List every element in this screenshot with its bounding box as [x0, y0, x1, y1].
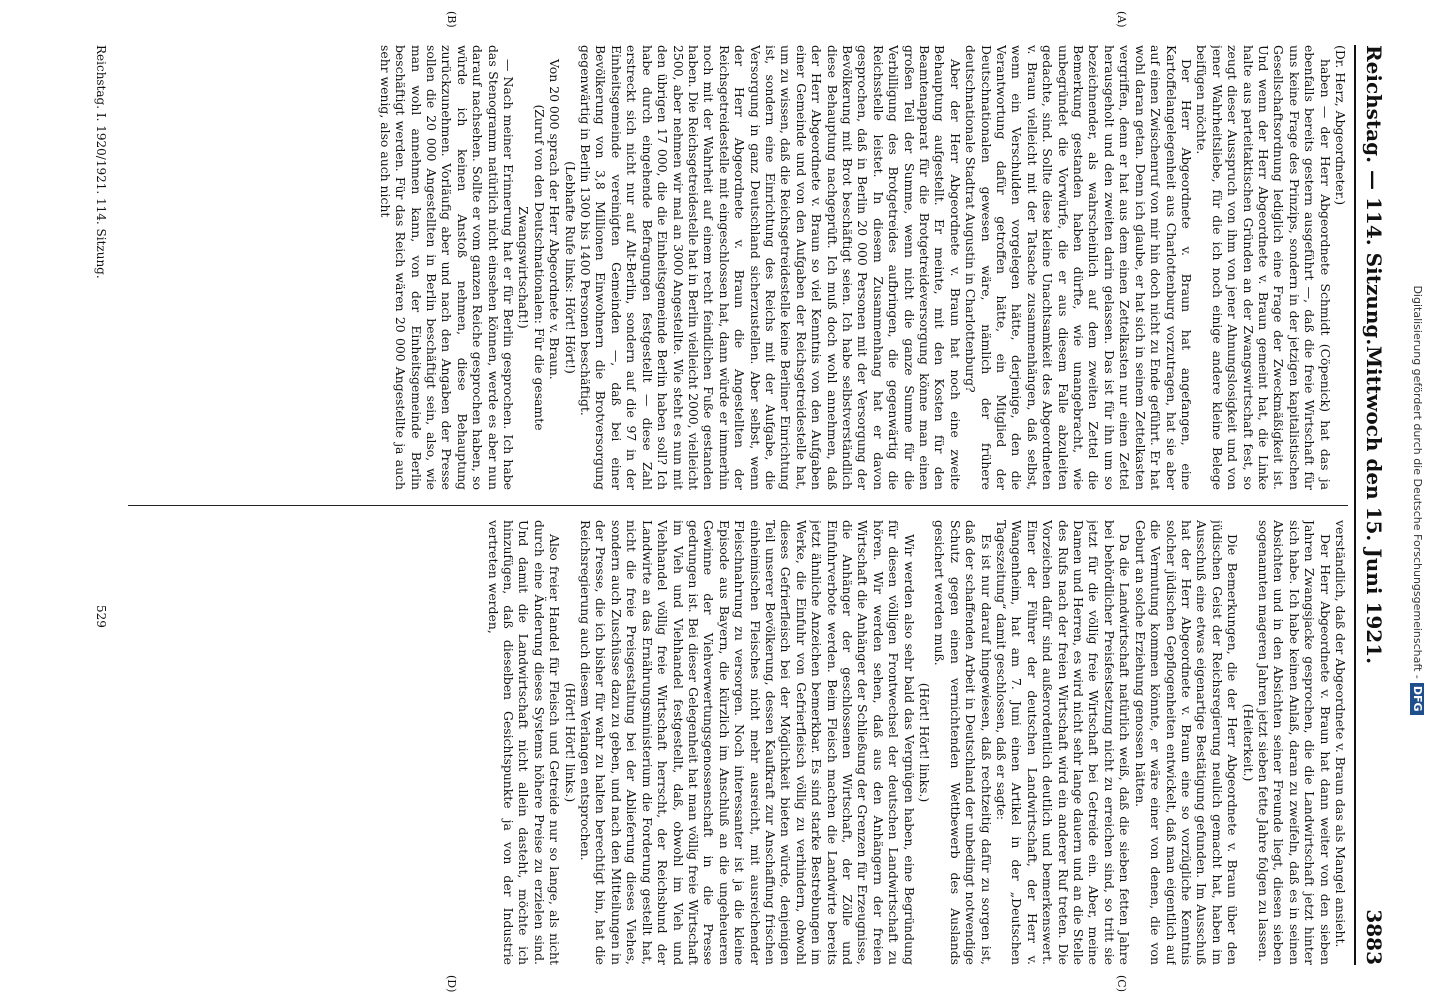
- text-column-right: [118, 520, 1348, 965]
- interjection: (Lebhafte Rufe links: Hört! Hört!): [562, 161, 578, 374]
- paragraph: Der Herr Abgeordnete v. Braun hat angefangen, eine Kartoffelangelegenheit aus Charlottenburg vorzutragen, hat sie aber auf einen Zwischenruf von mir hin doch nicht zu Ende geführt. Er hat wohl daran getan. Denn ich glaube, er hat sich in seinem Zettelkasten vergriffen, denn er hat aus dem einen Zettelkasten nur einen Zettel herausgeholt und den zweiten darin gelassen. Das ist für ihn um so bezeichnender, als wahrscheinlich auf dem zweiten Zettel die Bemerkung gestanden haben dürfte, wie unangebracht, wie unbegründet die Vorwürfe, die er aus diesem Falle abzuleiten gedachte, sind. Sollte diese kleine Unachtsamkeit des Abgeordneten v. Braun vielleicht mit der Tatsache zusammenhängen, daß selbst, wenn ein Verschulden vorgelegen hätte, derjenige, den die Verantwortung dafür getroffen hätte, ein Mitglied der Deutschnationalen gewesen wäre, nämlich der frühere deutschnationale Stadtrat Augustin in Charlottenburg?: [963, 45, 1194, 490]
- margin-marker-a: (A): [1115, 11, 1128, 28]
- margin-marker-c: (C): [1115, 975, 1128, 992]
- margin-marker-b: (B): [445, 11, 458, 28]
- header-session: Reichstag. — 114. Sitzung.: [1362, 45, 1386, 346]
- header-rule: [1354, 45, 1356, 965]
- digitization-note: [1404, 10, 1430, 990]
- text-column-left: [118, 45, 1348, 490]
- paragraph: verständlich, daß der Abgeordnete v. Braun das als Mangel ansieht.: [1333, 520, 1348, 948]
- interjection: (Zuruf von den Deutschnationalen: Für die gesamte Zwangswirtschaft!): [516, 104, 547, 431]
- rotated-page-content: [50, 11, 1390, 993]
- column-divider: [128, 505, 1348, 506]
- interjection: (Heiterkeit.): [1240, 703, 1256, 782]
- interjection: (Hört! Hört! links.): [917, 682, 933, 803]
- speaker-line: (Dr. Herz, Abgeordneter.): [1333, 45, 1348, 206]
- paragraph: Wir werden also sehr bald das Vergnügen haben, eine Begründung für diesen völligen Frontwechsel der deutschen Landwirtschaft zu hören. Wir werden sehen, daß aus den Anhängern der freien Wirtschaft die Anhänger der Schließung der Grenzen für Erzeugnisse, die Anhänger der geschlossenen Wirtschaft, der Zölle und Einfuhrverbote werden. Beim Fleisch machen die Landwirte bereits jetzt ähnliche Anzeichen bemerkbar. Es sind starke Bestrebungen im Werke, die Einfuhr von Gefrierfleisch völlig zu verhindern, obwohl dieses Gefrierfleisch bei der Möglichkeit bieten würde, denjenigen Teil unserer Bevölkerung, dessen Kaufkraft zur Anschaffung frischen einheimischen Fleisches nicht mehr ausreicht, mit ausreichender Fleischnahrung zu versorgen. Noch interessanter ist ja die kleine Episode aus Bayern, die kürzlich im Anschluß an die ungeheueren Gewinne der Viehverwertungsgenossenschaft in die Presse gedrungen ist. Bei dieser Gelegenheit hat man völlig freie Wirtschaft im Vieh und Viehhandel festgestellt, daß, obwohl im Vieh und Viehhandel völlig freie Wirtschaft herrscht, der Reichsbund der Landwirte an das Ernährungsministerium die Forderung gestellt hat, nicht die freie Preisgestaltung bei der Ablieferung dieses Viehes, sondern auch Zuschüsse dazu zu geben, und nach den Mitteilungen in der Presse, die ich bisher für wahr zu halten berechtigt bin, hat die Reichsregierung auch diesem Verlangen entsprochen.: [578, 520, 917, 965]
- footer-volume: Reichstag. I. 1920/1921. 114. Sitzung.: [94, 45, 108, 279]
- digitization-credit: Digitalisierung gefördert durch die Deutsche Forschungsgemeinschaft -: [1411, 285, 1424, 679]
- paragraph: — Nach meiner Erinnerung hat er für Berlin gesprochen. Ich habe das Stenogramm natürlich nicht einsehen können, werde es aber nun darauf nachsehen. Sollte er vom ganzen Reiche gesprochen haben, so würde ich keinen Anstoß nehmen, diese Behauptung zurückzunehmen. Vorläufig aber und nach den Angaben der Presse sollen die 20 000 Angestellten in Berlin beschäftigt sein, also, wie man wohl annehmen kann, von der Einheitsgemeinde Berlin beschäftigt werden. Für das Reich wären 20 000 Angestellte ja auch sehr wenig, also auch nicht: [377, 45, 517, 490]
- paragraph: Von 20 000 sprach der Herr Abgeordnete v. Braun.: [547, 59, 563, 380]
- paragraph: Die Bemerkungen, die der Herr Abgeordnete v. Braun über den jüdischen Geist der Reichsregierung neulich gemacht hat, haben im Ausschuß eine etwas eigenartige Bestätigung gefunden. Im Ausschuß hat der Herr Abgeordnete v. Braun eine so vorzügliche Kenntnis solcher jüdischen Gepflogenheiten entwickelt, daß man eigentlich auf die Vermutung kommen könnte, er wäre einer von denen, die von Geburt an solche Erziehung genossen hätten.: [1132, 520, 1241, 965]
- footer-sheet-number: 529: [94, 605, 108, 628]
- paragraph: Also freier Handel für Fleisch und Getreide nur so lange, als nicht durch eine Änderung dieses Systems höhere Preise zu erzielen sind. Und damit die Landwirtschaft nicht allein dasteht, möchte ich hinzufügen, daß dieselben Gesichtspunkte ja von der Industrie vertreten werden,: [485, 520, 563, 965]
- margin-marker-d: (D): [445, 975, 458, 993]
- quotation: Es ist nur darauf hingewiesen, daß rechtzeitig dafür zu sorgen ist, daß der schaffenden Arbeit in Deutschland der unbedingt notwendige Schutz gegen einen vernichtenden Wettbewerb des Auslands gesichert werden muß.: [932, 520, 994, 965]
- paragraph: haben — der Herr Abgeordnete Schmidt (Cöpenick) hat das ja ebenfalls bereits gestern ausgeführt —, daß die freie Wirtschaft für uns keine Frage des Prinzips, sondern in der jetzigen kapitalistischen Gesellschaftsordnung lediglich eine Frage der Zweckmäßigkeit ist. Und wenn der Herr Abgeordnete v. Braun gemeint hat, die Linke halte aus parteitaktischen Gründen an der Zwangswirtschaft fest, so zeugt dieser Ausspruch von ihm von jener Ahnungslosigkeit und von jener Wahrheitsliebe, für die ich noch einige andere kleine Belege beifügen möchte.: [1194, 45, 1333, 490]
- paragraph: Der Herr Abgeordnete v. Braun hat dann weiter von den sieben Jahren Zwangsjacke gesprochen, die die Landwirtschaft jetzt hinter sich habe. Ich habe keinen Anlaß, daran zu zweifeln, daß es in seinen Absichten und in den Absichten seiner Freunde liegt, diesen sieben sogenannten mageren Jahren jetzt sieben fette Jahre folgen zu lassen.: [1255, 520, 1333, 965]
- page-number: 3883: [1362, 909, 1386, 965]
- interjection: (Hört! Hört! links.): [562, 682, 578, 803]
- header-date: Mittwoch den 15. Juni 1921.: [1362, 345, 1386, 665]
- page-header: [1356, 45, 1390, 965]
- dfg-logo: DFG: [1410, 683, 1424, 715]
- paragraph: Da die Landwirtschaft natürlich weiß, daß die sieben fetten Jahre bei behördlicher Preisfestsetzung nicht zu erreichen sind, so tritt sie jetzt für die völlig freie Wirtschaft bei Getreide ein. Aber, meine Damen und Herren, es wird nicht sehr lange dauern und an die Stelle des Rufs nach der freien Wirtschaft wird ein anderer Ruf treten. Die Vorzeichen dafür sind außerordentlich deutlich und bemerkenswert. Einer der Führer der deutschen Landwirtschaft, der Herr v. Wangenheim, hat am 7. Juni einen Artikel in der „Deutschen Tageszeitung“ damit geschlossen, daß er sagte:: [994, 520, 1133, 965]
- paragraph: Aber der Herr Abgeordnete v. Braun hat noch eine zweite Behauptung aufgestellt. Er meinte, mit den Kosten für den Beamtenapparat für die Brotgetreideversorgung könne man einen großen Teil der Summe, wenn nicht die ganze Summe für die Verbilligung des Brotgetreides aufbringen, die gegenwärtig die Reichsstelle leistet. In diesem Zusammenhang hat er davon gesprochen, daß in Berlin 20 000 Personen mit der Versorgung der Bevölkerung mit Brot beschäftigt seien. Ich habe selbstverständlich diese Behauptung nachgeprüft. Ich muß doch wohl annehmen, daß der Herr Abgeordnete v. Braun so viel Kenntnis von den Aufgaben einer Gemeinde und von den Aufgaben der Reichsgetreidestelle hat, um zu wissen, daß die Reichsgetreidestelle keine Berliner Einrichtung ist, sondern eine Einrichtung des Reichs mit der Aufgabe, die Versorgung in ganz Deutschland sicherzustellen. Aber selbst, wenn der Herr Abgeordnete v. Braun die Angestellten der Reichsgetreidestelle mit eingeschlossen hat, dann würde er immerhin noch mit der Wahrheit auf einem recht feindlichen Fuße gestanden haben. Die Reichsgetreidestelle hat in Berlin vielleicht 2000, vielleicht 2500, aber nehmen wir mal an 3000 Angestellte. Wie steht es nun mit den übrigen 17 000, die die Einheitsgemeinde Berlin haben soll? Ich habe durch eingehende Befragungen festgestellt — diese Zahl erstreckt sich nicht nur auf Alt-Berlin, sondern auf die 97 in der Einheitsgemeinde vereinigten Gemeinden —, daß bei einer Bevölkerung von 3,8 Millionen Einwohnern die Brotversorgung gegenwärtig in Berlin 1300 bis 1400 Personen beschäftigt.: [578, 45, 963, 490]
